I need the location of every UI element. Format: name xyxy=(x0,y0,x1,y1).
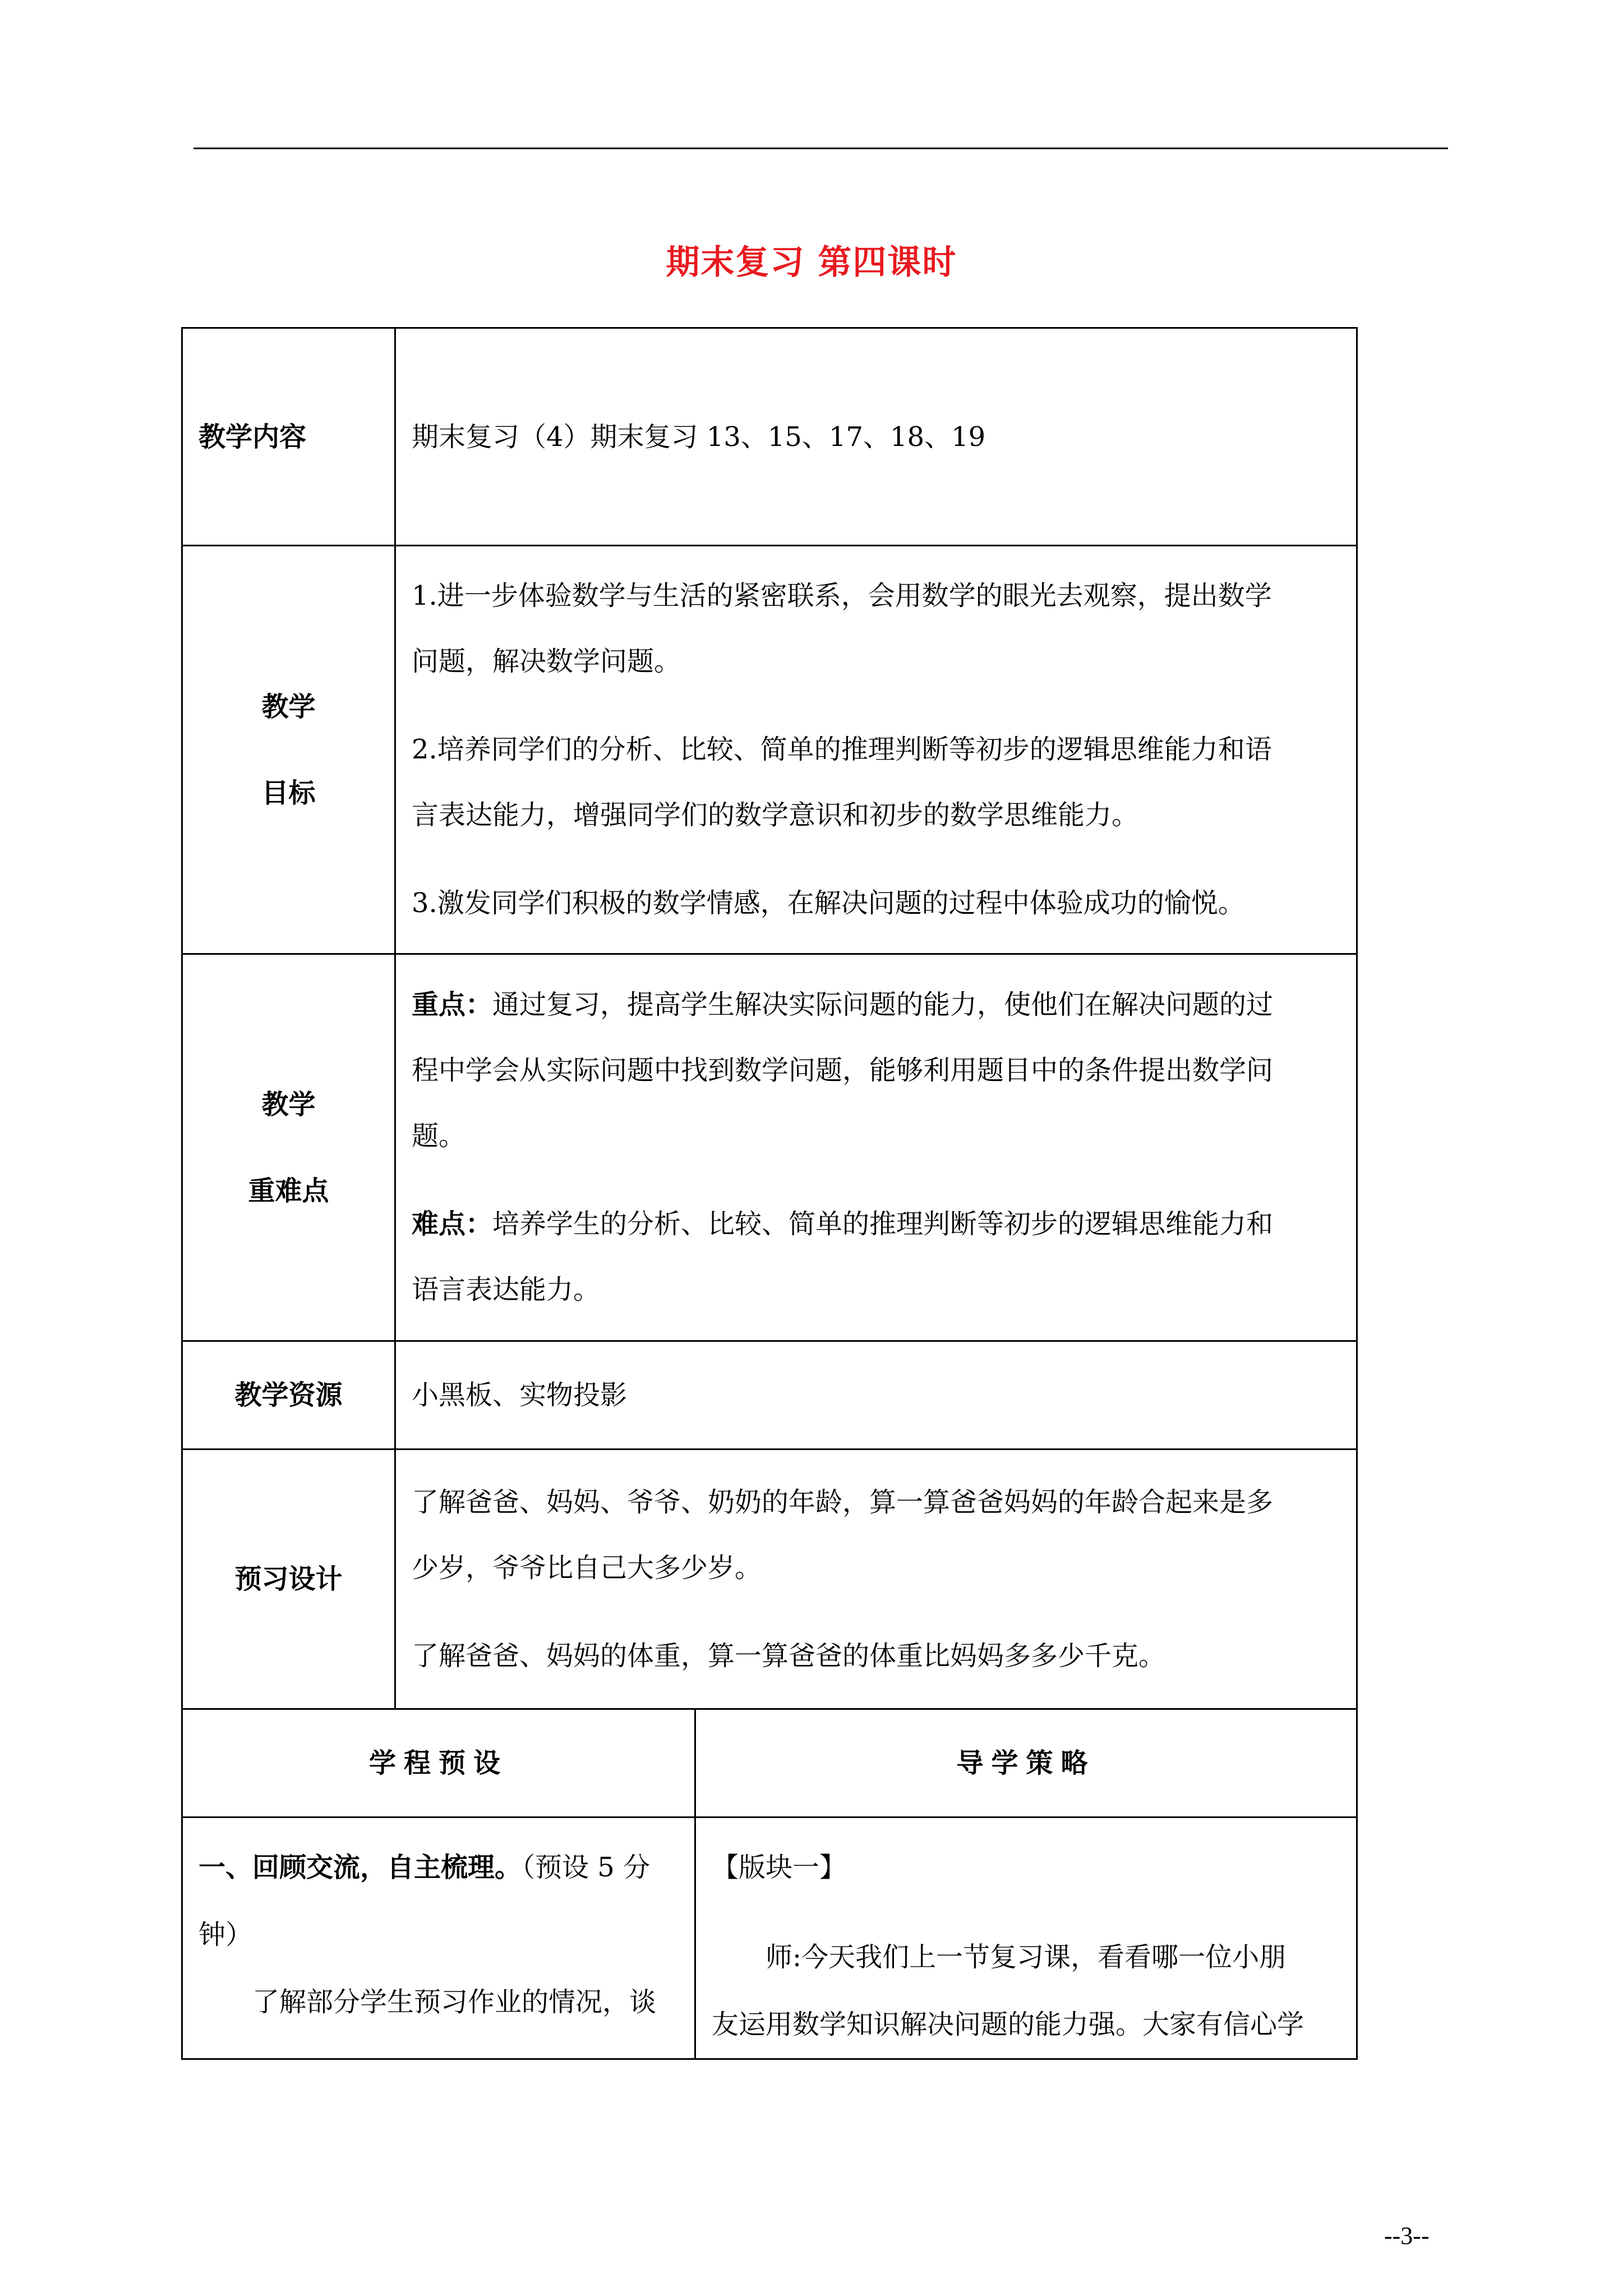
header-learning-process: 学程预设 xyxy=(182,1709,695,1818)
teaching-content-value: 期末复习（4）期末复习 13、15、17、18、19 xyxy=(395,328,1357,546)
key-point-line2: 程中学会从实际问题中找到数学问题，能够利用题目中的条件提出数学问 xyxy=(412,1055,1274,1086)
key-point-line1: 重点：通过复习，提高学生解决实际问题的能力，使他们在解决问题的过 xyxy=(412,989,1274,1020)
teaching-goals-list xyxy=(395,546,1357,954)
goal-item-2-line1: 2.培养同学们的分析、比较、简单的推理判断等初步的逻辑思维能力和语 xyxy=(412,734,1272,765)
header-rule xyxy=(193,148,1448,149)
learning-process-cell: 一、回顾交流，自主梳理。（预设 5 分 钟） 了解部分学生预习作业的情况，谈 xyxy=(182,1818,695,2059)
label-teaching-content: 教学内容 xyxy=(182,328,395,546)
page-number: --3-- xyxy=(1384,2222,1430,2249)
goal-item-1-line1: 1.进一步体验数学与生活的紧密联系，会用数学的眼光去观察，提出数学 xyxy=(412,580,1272,611)
difficulty-line1: 难点：培养学生的分析、比较、简单的推理判断等初步的逻辑思维能力和 xyxy=(412,1208,1274,1240)
page-title: 期末复习 第四课时 xyxy=(666,243,957,282)
label-teaching-goals: 教学 目标 xyxy=(182,546,395,954)
row-process-body xyxy=(182,1818,1357,2059)
key-points-content xyxy=(395,954,1357,1341)
key-point-line3: 题。 xyxy=(412,1120,466,1152)
teaching-resources-value: 小黑板、实物投影 xyxy=(395,1341,1357,1450)
label-key-points: 教学 重难点 xyxy=(182,954,395,1341)
row-teaching-goals xyxy=(182,546,1357,954)
lesson-plan-table xyxy=(181,327,1358,2060)
process-heading-line: 一、回顾交流，自主梳理。（预设 5 分 xyxy=(199,1852,651,1883)
process-heading: 一、回顾交流，自主梳理。 xyxy=(199,1852,522,1883)
difficulty-label: 难点： xyxy=(412,1208,493,1240)
difficulty-line2: 语言表达能力。 xyxy=(412,1274,601,1305)
header-guidance-strategy: 导学策略 xyxy=(695,1709,1357,1818)
row-key-points xyxy=(182,954,1357,1341)
label-teaching-resources: 教学资源 xyxy=(182,1341,395,1450)
section-heading: 【版块一】 xyxy=(712,1852,847,1883)
preview-design-content: 了解爸爸、妈妈、爷爷、奶奶的年龄，算一算爸爸妈妈的年龄合起来是多 少岁，爷爷比自己大多少岁。 了解爸爸、妈妈的体重，算一算爸爸的体重比妈妈多多少千克。 xyxy=(395,1450,1357,1709)
row-teaching-content xyxy=(182,328,1357,546)
key-point-label: 重点： xyxy=(412,989,493,1020)
row-preview-design xyxy=(182,1450,1357,1709)
row-process-header xyxy=(182,1709,1357,1818)
goal-item-3-line1: 3.激发同学们积极的数学情感，在解决问题的过程中体验成功的愉悦。 xyxy=(412,887,1245,919)
goal-item-1-line2: 问题，解决数学问题。 xyxy=(412,646,681,677)
row-teaching-resources xyxy=(182,1341,1357,1450)
goal-item-2-line2: 言表达能力，增强同学们的数学意识和初步的数学思维能力。 xyxy=(412,799,1139,831)
guidance-strategy-cell: 【版块一】 师:今天我们上一节复习课，看看哪一位小朋 友运用数学知识解决问题的能力强。大家有信心学 xyxy=(695,1818,1357,2059)
label-preview-design: 预习设计 xyxy=(182,1450,395,1709)
